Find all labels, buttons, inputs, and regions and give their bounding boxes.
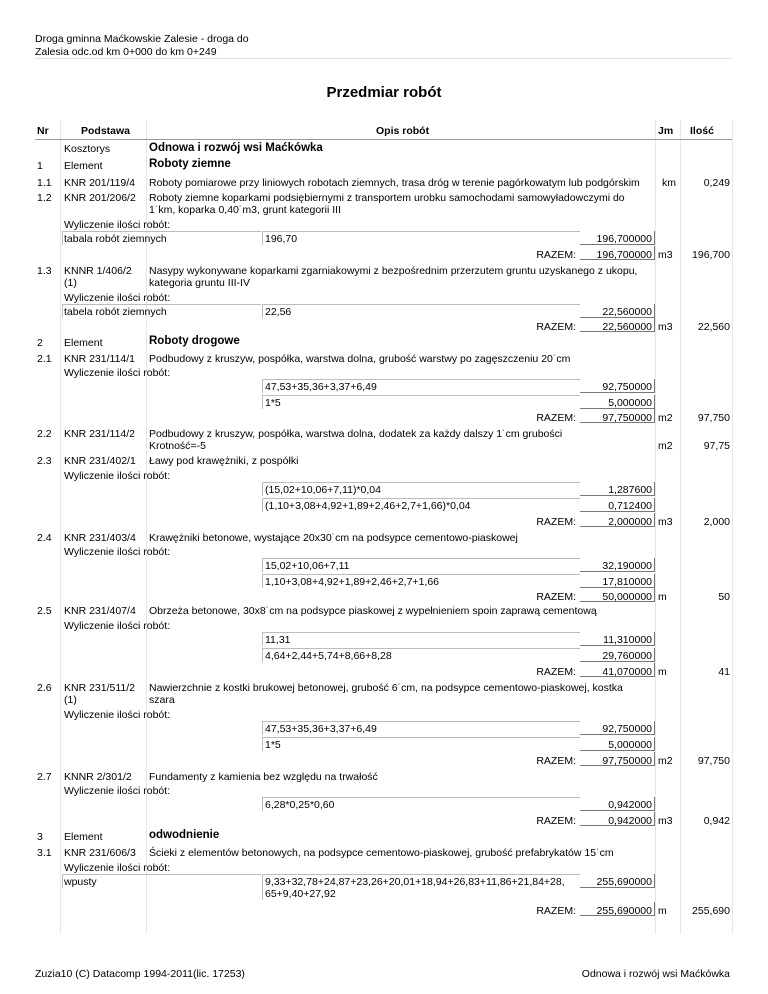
calc-label: Wyliczenie ilości robót:	[64, 620, 171, 632]
item-code: KNR 231/403/4	[64, 532, 136, 544]
footer-project-name: Odnowa i rozwój wsi Maćkówka	[581, 968, 730, 980]
item-quantity: 255,690	[692, 905, 730, 917]
item-nr: 1.3	[37, 265, 52, 277]
razem-value: 97,750000	[602, 412, 652, 424]
header-line-1: Droga gminna Maćkowskie Zalesie - droga do	[35, 33, 249, 45]
item-description: Roboty pomiarowe przy liniowych robotach ziemnych, trasa dróg w terenie pagórkowatym lub podgórskim	[149, 177, 640, 189]
item-code-suffix: (1)	[64, 277, 77, 289]
footer-copyright: Zuzia10 (C) Datacomp 1994-2011(lic. 17253)	[35, 968, 245, 980]
calc-expression: 6,28*0,25*0,60	[265, 799, 335, 811]
calc-expression: 11,31	[265, 634, 291, 646]
calc-expression: 196,70	[265, 233, 298, 245]
column-header-opis: Opis robót	[376, 125, 430, 137]
calc-label: Wyliczenie ilości robót:	[64, 367, 171, 379]
item-description-line-2: Krotność=-5	[149, 440, 206, 452]
calc-label: Wyliczenie ilości robót:	[64, 470, 171, 482]
item-quantity: 97,75	[703, 440, 730, 452]
item-quantity: 2,000	[703, 516, 730, 528]
item-quantity: 196,700	[692, 249, 730, 261]
column-header-ilosc: Ilość	[690, 125, 714, 137]
item-description-line-1: Nawierzchnie z kostki brukowej betonowej, grubość 6˙cm, na podsypce cementowo-piaskowej, kostka	[149, 682, 623, 694]
calc-value: 11,310000	[603, 634, 652, 646]
item-unit: m2	[658, 440, 673, 452]
header-rule	[35, 139, 732, 140]
item-unit: m	[658, 905, 667, 917]
item-nr: 1.1	[37, 177, 52, 189]
item-nr: 2.4	[37, 532, 52, 544]
item-unit: m3	[658, 815, 673, 827]
section-nr: 1	[37, 160, 43, 172]
header-line-2: Zalesia odc.od km 0+000 do km 0+249	[35, 46, 217, 58]
item-code: KNR 231/402/1	[64, 455, 136, 467]
item-code: KNNR 1/406/2	[64, 265, 132, 277]
calc-box	[262, 632, 580, 646]
item-description: Ławy pod krawężniki, z pospółki	[149, 455, 299, 467]
header-divider	[35, 58, 732, 59]
item-code: KNR 231/511/2	[64, 682, 136, 694]
item-code: KNR 201/206/2	[64, 192, 136, 204]
item-code: KNR 231/407/4	[64, 605, 136, 617]
calc-value: 255,690000	[596, 876, 652, 888]
item-unit: m	[658, 666, 667, 678]
calc-value: 5,000000	[608, 397, 652, 409]
calc-value: 0,712400	[608, 500, 652, 512]
item-nr: 2.7	[37, 771, 52, 783]
razem-value: 196,700000	[596, 249, 652, 261]
item-code: KNR 231/114/2	[64, 428, 136, 440]
calc-row-label: wpusty	[64, 876, 97, 888]
calc-label: Wyliczenie ilości robót:	[64, 709, 171, 721]
calc-expression: 15,02+10,06+7,11	[265, 560, 350, 572]
item-quantity: 0,249	[703, 177, 730, 189]
item-nr: 1.2	[37, 192, 52, 204]
calc-expression-line-1: 9,33+32,78+24,87+23,26+20,01+18,94+26,83+11,86+21,84+28,	[265, 876, 565, 888]
section-element: Element	[64, 337, 103, 349]
section-element: Element	[64, 160, 103, 172]
column-header-nr: Nr	[37, 125, 49, 137]
calc-value: 0,942000	[608, 799, 652, 811]
item-description-line-2: 1˙km, koparka 0,40˙m3, grunt kategorii III	[149, 204, 341, 216]
calc-expression: 22,56	[265, 306, 292, 318]
calc-label: Wyliczenie ilości robót:	[64, 862, 171, 874]
column-divider	[680, 120, 681, 934]
razem-label: RAZEM:	[536, 755, 576, 767]
item-nr: 2.6	[37, 682, 52, 694]
item-code: KNR 231/114/1	[64, 353, 136, 365]
document-header	[35, 33, 249, 59]
calc-expression: 47,53+35,36+3,37+6,49	[265, 381, 377, 393]
calc-expression-line-2: 65+9,40+27,92	[265, 888, 336, 900]
razem-value: 2,000000	[608, 516, 652, 528]
item-unit: m3	[658, 516, 673, 528]
item-code-suffix: (1)	[64, 694, 77, 706]
razem-value: 50,000000	[602, 591, 652, 603]
item-description: Krawężniki betonowe, wystające 20x30˙cm na podsypce cementowo-piaskowej	[149, 532, 518, 544]
item-unit: m2	[658, 412, 673, 424]
item-code: KNR 201/119/4	[64, 177, 136, 189]
razem-label: RAZEM:	[536, 666, 576, 678]
calc-box	[262, 395, 580, 409]
item-description-line-2: kategoria gruntu III-IV	[149, 277, 250, 289]
calc-label: Wyliczenie ilości robót:	[64, 785, 171, 797]
calc-box	[262, 231, 580, 245]
item-nr: 2.5	[37, 605, 52, 617]
calc-value: 32,190000	[602, 560, 652, 572]
section-title: Roboty drogowe	[149, 335, 240, 347]
item-description-line-1: Roboty ziemne koparkami podsiębiernymi z transportem urobku samochodami samowyładowczymi do	[149, 192, 625, 204]
calc-box	[262, 304, 580, 318]
page-title: Przedmiar robót	[326, 84, 442, 101]
calc-expression: 4,64+2,44+5,74+8,66+8,28	[265, 650, 392, 662]
calc-value: 29,760000	[602, 650, 652, 662]
item-quantity: 41	[718, 666, 730, 678]
calc-expression: 1*5	[265, 397, 281, 409]
section-element: Element	[64, 831, 103, 843]
calc-expression: (15,02+10,06+7,11)*0,04	[265, 484, 381, 496]
calc-value: 196,700000	[596, 233, 652, 245]
calc-label: Wyliczenie ilości robót:	[64, 546, 171, 558]
item-unit: km	[662, 177, 676, 189]
item-description: Obrzeża betonowe, 30x8˙cm na podsypce piaskowej z wypełnieniem spoin zaprawą cementową	[149, 605, 597, 617]
column-header-podstawa: Podstawa	[81, 125, 131, 137]
razem-label: RAZEM:	[536, 815, 576, 827]
calc-value: 22,560000	[602, 306, 652, 318]
razem-value: 0,942000	[608, 815, 652, 827]
section-title: odwodnienie	[149, 829, 220, 841]
section-title: Roboty ziemne	[149, 158, 231, 170]
item-quantity: 97,750	[697, 412, 730, 424]
calc-value: 92,750000	[602, 381, 652, 393]
calc-value: 17,810000	[602, 576, 652, 588]
column-divider	[732, 120, 733, 934]
item-quantity: 22,560	[697, 321, 730, 333]
calc-label: Wyliczenie ilości robót:	[64, 292, 171, 304]
calc-expression: 1*5	[265, 739, 281, 751]
razem-value: 97,750000	[602, 755, 652, 767]
calc-value: 1,287600	[608, 484, 652, 496]
kosztorys-label: Kosztorys	[64, 143, 111, 155]
calc-row-label: tabala robót ziemnych	[64, 233, 167, 245]
calc-expression: 1,10+3,08+4,92+1,89+2,46+2,7+1,66	[265, 576, 440, 588]
item-unit: m3	[658, 249, 673, 261]
calc-value: 5,000000	[608, 739, 652, 751]
section-nr: 3	[37, 831, 43, 843]
razem-label: RAZEM:	[536, 905, 576, 917]
item-unit: m	[658, 591, 667, 603]
item-quantity: 50	[718, 591, 730, 603]
item-unit: m3	[658, 321, 673, 333]
calc-box	[262, 737, 580, 751]
item-code: KNNR 2/301/2	[64, 771, 132, 783]
calc-expression: (1,10+3,08+4,92+1,89+2,46+2,7+1,66)*0,04	[265, 500, 471, 512]
item-nr: 2.3	[37, 455, 52, 467]
item-quantity: 97,750	[697, 755, 730, 767]
calc-value: 92,750000	[602, 723, 652, 735]
section-nr: 2	[37, 337, 43, 349]
item-nr: 3.1	[37, 847, 52, 859]
estimate-name: Odnowa i rozwój wsi Maćkówka	[149, 142, 323, 154]
item-description-line-2: szara	[149, 694, 175, 706]
item-description: Fundamenty z kamienia bez względu na trwałość	[149, 771, 378, 783]
razem-label: RAZEM:	[536, 412, 576, 424]
razem-label: RAZEM:	[536, 591, 576, 603]
razem-label: RAZEM:	[536, 321, 576, 333]
razem-label: RAZEM:	[536, 249, 576, 261]
item-code: KNR 231/606/3	[64, 847, 136, 859]
item-description: Ścieki z elementów betonowych, na podsypce cementowo-piaskowej, grubość prefabrykatów 15˙cm	[149, 847, 614, 859]
column-divider	[655, 120, 656, 934]
column-divider	[60, 120, 61, 934]
column-header-jm: Jm	[658, 125, 674, 137]
calc-label: Wyliczenie ilości robót:	[64, 219, 171, 231]
razem-value: 41,070000	[602, 666, 652, 678]
razem-label: RAZEM:	[536, 516, 576, 528]
razem-value: 255,690000	[596, 905, 652, 917]
item-quantity: 0,942	[703, 815, 730, 827]
calc-row-label: tabela robót ziemnych	[64, 306, 167, 318]
razem-value: 22,560000	[602, 321, 652, 333]
item-description: Podbudowy z kruszyw, pospółka, warstwa dolna, grubość warstwy po zagęszczeniu 20˙cm	[149, 353, 571, 365]
item-description-line-1: Podbudowy z kruszyw, pospółka, warstwa dolna, dodatek za każdy dalszy 1˙cm grubości	[149, 428, 563, 440]
calc-expression: 47,53+35,36+3,37+6,49	[265, 723, 377, 735]
item-nr: 2.2	[37, 428, 52, 440]
item-nr: 2.1	[37, 353, 52, 365]
item-unit: m2	[658, 755, 673, 767]
item-description-line-1: Nasypy wykonywane koparkami zgarniakowymi z bezpośrednim przerzutem gruntu uzyskanego z ukopu,	[149, 265, 638, 277]
